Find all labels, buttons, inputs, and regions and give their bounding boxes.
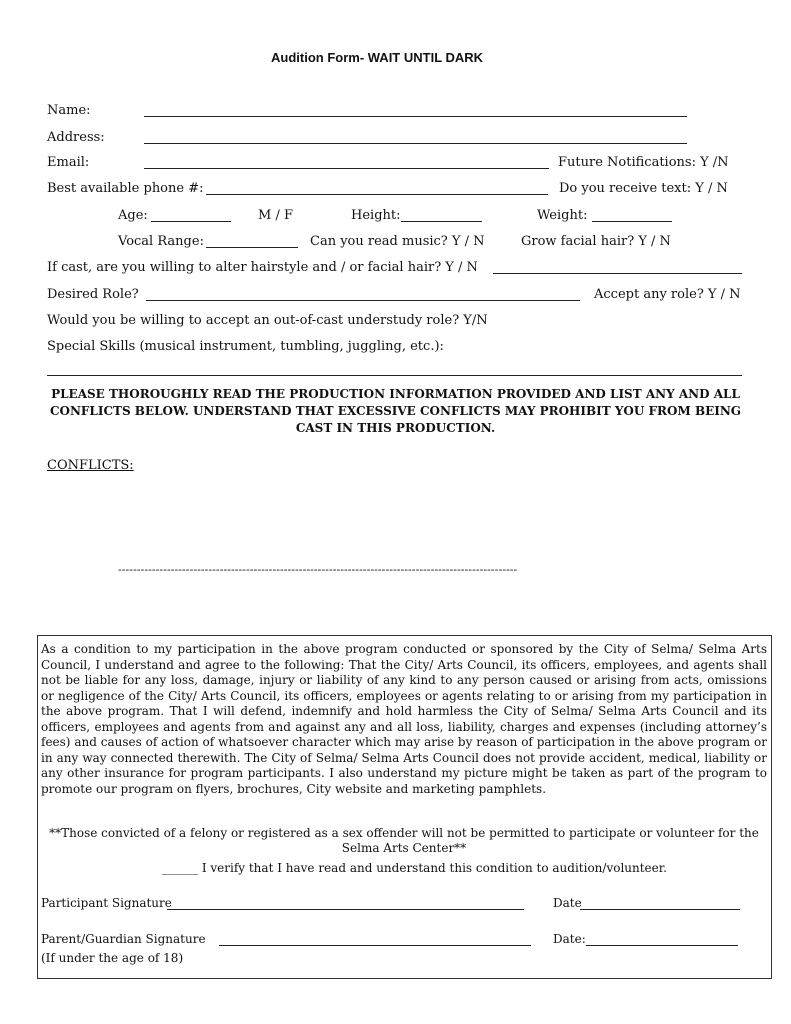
felony-note: **Those convicted of a felony or registered as a sex offender will not be permitted to participate or volunteer for the Selma Arts Center** [49,826,759,855]
email-field[interactable] [144,168,549,169]
parent-signature-label: Parent/Guardian Signature [41,932,206,946]
verify-statement: ______ I verify that I have read and understand this condition to audition/volunteer. [162,861,667,875]
waiver-text: As a condition to my participation in the above program conducted or sponsored by the City of Selma/ Selma Arts Council, I understand and agree to the following: That the City/ Arts Council, its officers, employees, and agents shall not be liable for any loss, damage, injury or liability of any kind to any person caused or arising from acts, omissions or negligence of the City/ Arts Council, its officers, employees or agents relating to or arising from my participation in the above program. That I will defend, indemnify and hold harmless the City of Selma/ Selma Arts Council and its officers, employees and agents from and against any and all loss, liability, charges and expenses (including attorney’s fees) and causes of action of whatsoever character which may arise by reason of participation in the above program or in any way connected therewith. The City of Selma/ Selma Arts Council does not provide accident, medical, liability or any other insurance for program participants. I also understand my picture might be taken as part of the program to promote our program on flyers, brochures, City website and marketing pamphlets. [41,642,767,796]
conflicts-dash-line: ---------------------------------------------------------------------------------------------------------- [118,563,518,576]
date-label-1: Date [553,896,582,910]
height-field[interactable] [401,221,482,222]
date-label-2: Date: [553,932,586,946]
date-field-1[interactable] [580,909,740,910]
age-field[interactable] [151,221,231,222]
conflicts-label: CONFLICTS: [47,458,134,473]
vocal-range-label: Vocal Range: [118,234,204,249]
desired-role-label: Desired Role? [47,287,139,302]
participant-signature-label: Participant Signature [41,896,172,910]
gender-label: M / F [258,208,293,223]
weight-label: Weight: [537,208,588,223]
receive-text-label: Do you receive text: Y / N [559,181,728,196]
age-label: Age: [118,208,148,223]
address-field[interactable] [144,143,687,144]
vocal-range-field[interactable] [206,247,298,248]
page-title: Audition Form- WAIT UNTIL DARK [271,50,484,65]
participant-signature-field[interactable] [167,909,524,910]
height-label: Height: [351,208,401,223]
facial-hair-label: Grow facial hair? Y / N [521,234,671,249]
special-skills-label: Special Skills (musical instrument, tumbling, juggling, etc.): [47,339,444,354]
alter-hair-field[interactable] [493,273,742,274]
alter-hair-label: If cast, are you willing to alter hairstyle and / or facial hair? Y / N [47,260,478,275]
name-field[interactable] [144,116,687,117]
desired-role-field[interactable] [146,300,580,301]
conflicts-notice: PLEASE THOROUGHLY READ THE PRODUCTION INFORMATION PROVIDED AND LIST ANY AND ALL CONFLICTS BELOW. UNDERSTAND THAT EXCESSIVE CONFLICTS MAY PROHIBIT YOU FROM BEING CAST IN THIS PRODUCTION. [49,387,742,435]
under-age-note: (If under the age of 18) [41,951,184,965]
address-label: Address: [47,130,105,145]
future-notifications-label: Future Notifications: Y /N [558,155,729,170]
parent-signature-field[interactable] [219,945,531,946]
accept-role-label: Accept any role? Y / N [594,287,741,302]
weight-field[interactable] [592,221,672,222]
understudy-label: Would you be willing to accept an out-of-cast understudy role? Y/N [47,313,488,328]
date-field-2[interactable] [586,945,738,946]
read-music-label: Can you read music? Y / N [310,234,485,249]
phone-label: Best available phone #: [47,181,204,196]
name-label: Name: [47,103,91,118]
special-skills-field[interactable] [47,375,742,376]
email-label: Email: [47,155,90,170]
phone-field[interactable] [206,194,548,195]
